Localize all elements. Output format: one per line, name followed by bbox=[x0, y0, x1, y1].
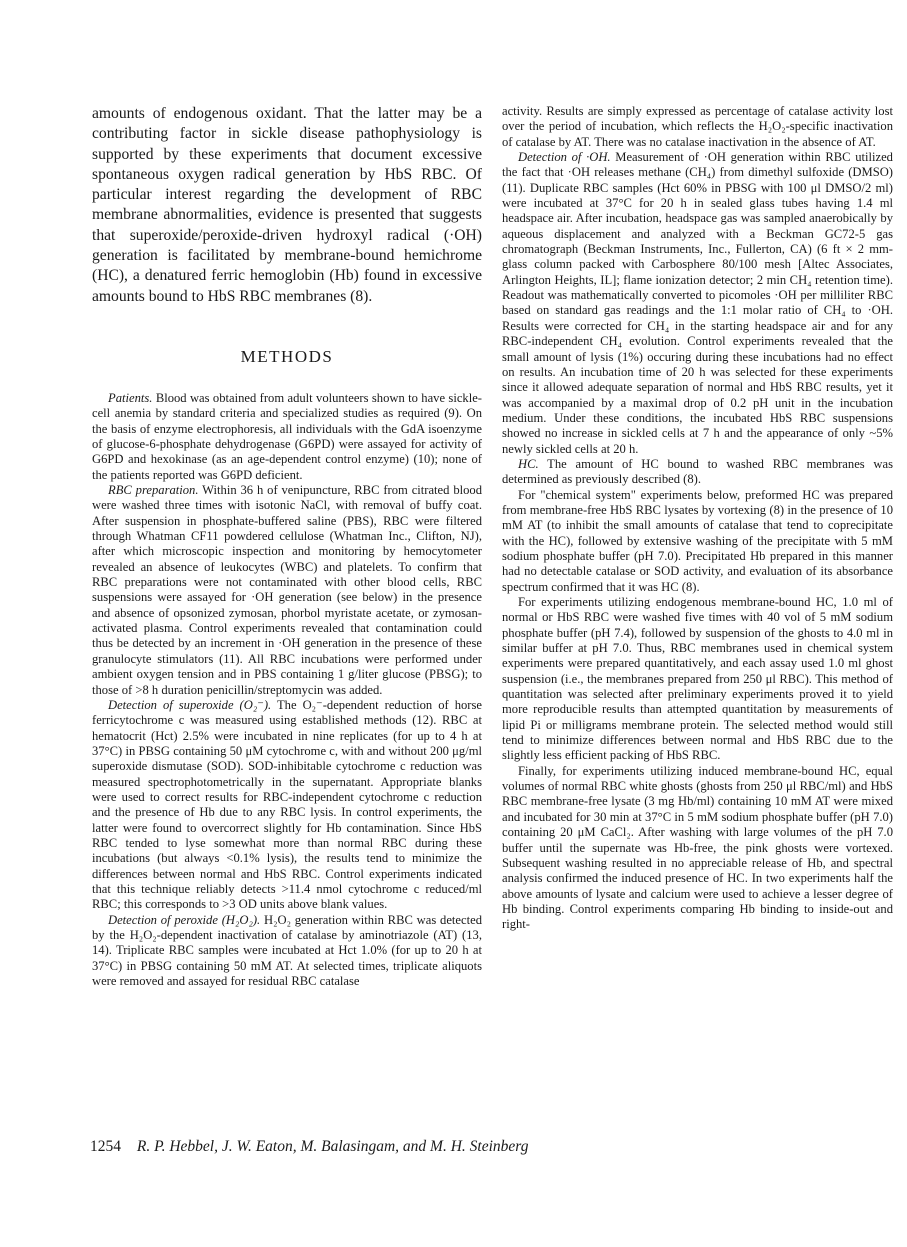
hydroxyl-head: Detection of ·OH. bbox=[518, 150, 611, 165]
rbc-prep-paragraph bbox=[92, 483, 482, 698]
intro-paragraph: amounts of endogenous oxidant. That the latter may be a contributing factor in sickle disease pathophysiology is supported by these experiments that document excessive spontaneous oxygen radical generation by HbS RBC. Of particular interest regarding the development of RBC membrane abnormalities, evidence is presented that suggests that superoxide/peroxide-driven hydroxyl radical (·OH) generation is facilitated by membrane-bound hemichrome (HC), a denatured ferric hemoglobin (Hb) found in excessive amounts bound to HbS RBC membranes (8). bbox=[92, 105, 482, 305]
superoxide-head: Detection of superoxide (O₂⁻). bbox=[108, 697, 272, 712]
superoxide-text: The O₂⁻-dependent reduction of horse ferricytochrome c was measured using established methods (12). RBC at hematocrit (Hct) 2.5% were incubated in nine replicates (for up to 4 h at 37°C) in PBSG containing 50 μM cytochrome c, with and without 200 μg/ml superoxide dismutase (SOD). SOD-inhibitable cytochrome c reduction was measured spectrophotometrically in the supernatant. Appropriate blanks were used to correct results for RBC-independent cytochrome c reduction and the presence of Hb due to any RBC lysis. In control experiments, the latter were found to overcorrect slightly for Hb contamination. Since HbS RBC tended to lyse somewhat more than normal RBC during these incubations (but always <0.1% lysis), the results tend to minimize the differences between normal and HbS RBC. Control experiments indicated that this technique reliably detects >11.4 nmol cytochrome c reduced/ml RBC; this corresponds to >3 OD units above blank values. bbox=[92, 697, 482, 912]
hydroxyl-paragraph bbox=[502, 150, 893, 457]
peroxide-text: H₂O₂ generation within RBC was detected by the H₂O₂-dependent inactivation of catalase by aminotriazole (AT) (13, 14). Triplicate RBC samples were incubated at Hct 1.0% (for up to 20 h at 37°C) in PBSG containing 50 mM AT. At selected times, triplicate aliquots were removed and assayed for residual RBC catalase bbox=[92, 912, 482, 989]
induced-hc-paragraph: Finally, for experiments utilizing induced membrane-bound HC, equal volumes of normal RBC white ghosts (ghosts from 250 μl RBC/ml) and HbS RBC membrane-free lysate (3 mg Hb/ml) containing 10 mM AT were mixed and incubated for 30 min at 37°C in 5 mM sodium phosphate buffer (pH 7.0) containing 20 μM CaCl₂. After washing with large volumes of the pH 7.0 buffer until the supernate was Hb-free, the pink ghosts were vortexed. Subsequent washing resulted in no appreciable release of Hb, and spectral analysis confirmed the induced presence of HC. In two experiments half the above amounts of lysate and calcium were used to achieve a lesser degree of Hb binding. Control experiments comparing Hb binding to inside-out and right- bbox=[502, 763, 893, 932]
hc-head: HC. bbox=[518, 456, 539, 471]
patients-text: Blood was obtained from adult volunteers shown to have sickle-cell anemia by standard criteria and specialized studies as required (9). On the basis of enzyme electrophoresis, all individuals with the GdA isoenzyme of glucose-6-phosphate dehydrogenase (G6PD) were assayed for activity of G6PD and hexokinase (as an age-dependent control enzyme) (10); none of the patients reported was G6PD deficient. bbox=[92, 390, 482, 482]
left-column bbox=[92, 104, 482, 989]
running-authors: R. P. Hebbel, J. W. Eaton, M. Balasingam, and M. H. Steinberg bbox=[136, 1138, 529, 1155]
hc-text: The amount of HC bound to washed RBC membranes was determined as previously described (8). bbox=[502, 456, 894, 487]
rbc-prep-text: Within 36 h of venipuncture, RBC from citrated blood were washed three times with isotonic NaCl, with removal of buffy coat. After suspension in phosphate-buffered saline (PBS), RBC were filtered through Whatman CF11 powdered cellulose (Whatman Inc., Clifton, NJ), after which microscopic inspection and monitoring by hemocytometer revealed an absence of leukocytes (WBC) and platelets. To confirm that RBC preparations were not contaminated with other blood cells, RBC suspensions were assayed for ·OH generation (see below) in the presence and absence of opsonized zymosan, phorbol myristate acetate, or zymosan-activated plasma. Control experiments revealed that contamination could thus be detected by an increment in ·OH generation in the presence of these granulocyte stimulators (11). All RBC incubations were performed under ambient oxygen tension and in PBS containing 1 g/liter glucose (PBSG); to those of >8 h duration penicillin/streptomycin was added. bbox=[92, 483, 483, 697]
patients-paragraph bbox=[92, 391, 482, 483]
page-number: 1254 bbox=[90, 1138, 121, 1155]
patients-head: Patients. bbox=[108, 390, 153, 405]
methods-heading: METHODS bbox=[240, 346, 334, 366]
superoxide-paragraph bbox=[92, 698, 482, 913]
hc-paragraph bbox=[502, 457, 893, 488]
chemical-system-paragraph: For "chemical system" experiments below, preformed HC was prepared from membrane-free HbS RBC lysates by vortexing (8) in the presence of 10 mM AT (to inhibit the small amounts of catalase that tend to coprecipitate with the HC), followed by extensive washing of the precipitate with 5 mM sodium phosphate buffer (pH 7.0). Precipitated Hb prepared in this manner had no detectable catalase or SOD activity, and evaluation of its absorbance spectrum confirmed that it was HC (8). bbox=[502, 487, 893, 594]
right-column bbox=[502, 104, 893, 933]
hydroxyl-text: Measurement of ·OH generation within RBC utilized the fact that ·OH releases methane (CH₄) from dimethyl sulfoxide (DMSO) (11). Duplicate RBC samples (Hct 60% in PBSG with 100 μl DMSO/2 ml) were incubated at 37°C for 20 h in sealed glass tubes having 1.4 ml headspace air. After incubation, headspace gas was sampled anaerobically by aqueous displacement and analyzed with a Beckman GC72-5 gas chromatograph (Beckman Instruments, Inc., Fullerton, CA) (6 ft × 2 mm-glass column packed with Carbosphere 80/100 mesh [Altec Associates, Arlington Heights, IL]; flame ionization detector; 2 min CH₄ retention time). Readout was mathematically converted to picomoles ·OH per milliliter RBC based on standard gas readings and the 1:1 molar ratio of CH₄ to ·OH. Results were corrected for CH₄ in the starting headspace air and for any RBC-independent CH₄ evolution. Control experiments revealed that the small amount of lysis (1%) occuring during these incubations had no effect on results. An incubation time of 20 h was selected for these experiments since it allowed adequate separation of normal and HbS RBC results, yet it was accompanied by a maximal drop of 0.2 pH unit in the incubation medium. Under these conditions, the incubated HbS RBC suspensions showed no increase in sickled cells at 7 h and the appearance of only ~5% newly sickled cells at 20 h. bbox=[502, 150, 893, 456]
peroxide-paragraph bbox=[92, 913, 482, 990]
peroxide-head: Detection of peroxide (H₂O₂). bbox=[108, 912, 261, 927]
rbc-prep-head: RBC preparation. bbox=[108, 483, 199, 498]
page-footer bbox=[90, 1138, 870, 1156]
endogenous-hc-paragraph: For experiments utilizing endogenous membrane-bound HC, 1.0 ml of normal or HbS RBC were washed five times with 40 vol of 5 mM sodium phosphate buffer (pH 7.4), followed by suspension of the ghosts to 4.0 ml in similar buffer at pH 7.0. Thus, RBC membranes used in chemical system experiments were prepared quantitatively, and each assay used 1.0 ml ghost suspension (i.e., the membranes prepared from 250 μl RBC). This method of quantitation was selected after preliminary experiments proved it to yield more reproducible results than attempted quantitation by measurements of lipid Pi or milligrams membrane protein. The selected method would still tend to minimize differences between normal and HbS RBC due to the slightly less efficient packing of HbS RBC. bbox=[502, 595, 893, 763]
continuation-paragraph: activity. Results are simply expressed as percentage of catalase activity lost over the period of incubation, which reflects the H₂O₂-specific inactivation of catalase by AT. There was no catalase inactivation in the absence of AT. bbox=[502, 104, 893, 149]
